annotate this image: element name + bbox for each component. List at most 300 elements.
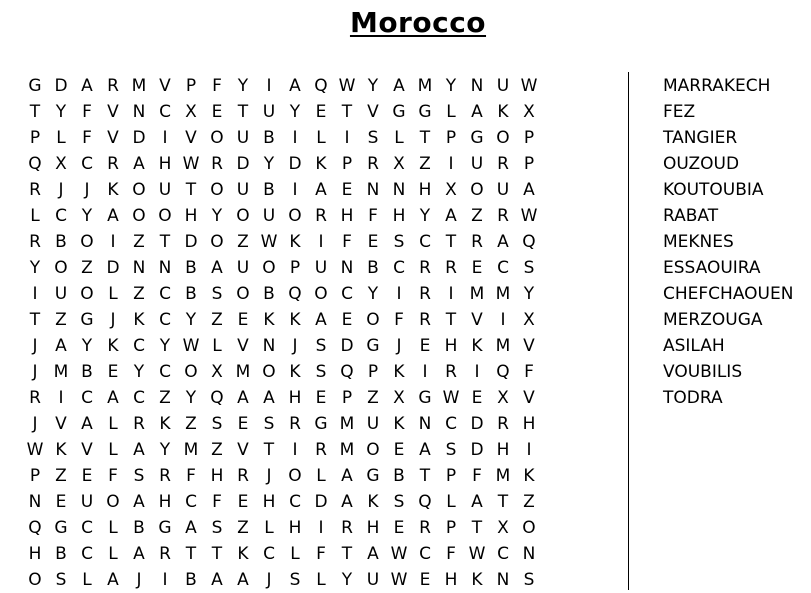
grid-letter: I [448,284,454,304]
grid-letter: K [393,414,405,434]
grid-letter: U [158,180,172,200]
grid-letter: T [159,232,171,252]
grid-letter: Q [314,76,328,96]
grid-letter: C [497,544,509,564]
grid-letter: J [58,180,64,200]
grid-letter: J [136,570,142,590]
grid-letter: R [419,258,431,278]
grid-letter: R [419,518,431,538]
grid-letter: Y [237,76,249,96]
grid-row [22,541,610,567]
grid-letter: I [110,232,116,252]
grid-letter: B [185,570,197,590]
grid-letter: D [54,76,68,96]
grid-letter: L [108,544,118,564]
grid-letter: E [341,310,353,330]
grid-letter: Y [341,570,353,590]
grid-row [22,385,610,411]
grid-letter: T [445,232,457,252]
grid-letter: B [185,258,197,278]
grid-letter: R [289,414,301,434]
grid-letter: M [495,336,511,356]
grid-letter: A [107,206,119,226]
grid-letter: B [263,284,275,304]
grid-letter: D [470,414,484,434]
grid-letter: U [496,76,510,96]
grid-letter: O [496,128,510,148]
grid-letter: F [82,128,92,148]
grid-letter: Y [159,440,171,460]
grid-letter: Z [81,258,93,278]
grid-letter: J [266,570,272,590]
grid-letter: C [159,102,171,122]
grid-letter: O [132,206,146,226]
grid-letter: T [29,310,41,330]
grid-letter: L [56,128,66,148]
grid-letter: E [211,102,223,122]
grid-letter: R [341,518,353,538]
grid-letter: X [211,362,223,382]
grid-letter: G [470,128,484,148]
grid-letter: O [236,284,250,304]
grid-letter: Y [289,102,301,122]
grid-letter: O [262,258,276,278]
grid-letter: P [523,128,535,148]
grid-letter: A [263,388,275,408]
grid-letter: Q [340,362,354,382]
grid-letter: T [445,310,457,330]
grid-letter: S [55,570,67,590]
grid-letter: Q [28,518,42,538]
grid-letter: A [523,180,535,200]
grid-letter: R [211,154,223,174]
grid-letter: S [263,414,275,434]
grid-letter: A [81,76,93,96]
grid-letter: W [338,76,356,96]
grid-row [22,359,610,385]
grid-letter: V [81,440,93,460]
grid-letter: F [82,102,92,122]
grid-letter: U [262,206,276,226]
grid-letter: A [81,414,93,434]
grid-letter: V [159,76,171,96]
grid-letter: R [133,414,145,434]
grid-letter: J [110,310,116,330]
word-list-item: MERZOUGA [663,310,763,330]
grid-letter: H [444,570,458,590]
grid-row [22,307,610,333]
grid-letter: M [131,76,147,96]
grid-letter: R [107,76,119,96]
grid-letter: Q [522,232,536,252]
grid-letter: A [107,570,119,590]
divider-line [628,72,629,590]
grid-letter: Y [81,206,93,226]
grid-letter: U [366,414,380,434]
grid-letter: M [417,76,433,96]
letter-grid [22,73,610,593]
grid-letter: S [393,232,405,252]
grid-letter: G [80,310,94,330]
grid-letter: I [32,284,38,304]
grid-letter: M [469,284,485,304]
grid-letter: V [55,414,67,434]
grid-letter: W [468,544,486,564]
grid-letter: W [182,336,200,356]
grid-letter: Z [523,492,535,512]
grid-letter: B [133,518,145,538]
grid-letter: A [471,102,483,122]
grid-row [22,489,610,515]
grid-letter: F [186,466,196,486]
grid-letter: Y [367,284,379,304]
grid-letter: U [470,154,484,174]
grid-letter: B [263,180,275,200]
grid-letter: A [497,232,509,252]
grid-letter: E [367,232,379,252]
grid-letter: M [339,414,355,434]
word-list-item: TODRA [663,388,723,408]
grid-letter: I [500,310,506,330]
grid-letter: A [237,388,249,408]
grid-letter: K [107,180,119,200]
grid-letter: K [393,362,405,382]
grid-letter: Z [419,154,431,174]
grid-letter: P [341,154,353,174]
grid-letter: Q [496,362,510,382]
grid-letter: H [418,180,432,200]
grid-letter: A [211,258,223,278]
grid-letter: W [182,154,200,174]
grid-letter: T [419,128,431,148]
grid-letter: C [289,492,301,512]
grid-letter: O [210,128,224,148]
grid-letter: L [290,544,300,564]
grid-letter: O [522,518,536,538]
grid-letter: L [446,102,456,122]
grid-letter: Y [419,206,431,226]
grid-letter: B [263,128,275,148]
grid-letter: D [314,492,328,512]
grid-letter: L [394,128,404,148]
grid-row [22,437,610,463]
grid-letter: E [471,258,483,278]
grid-letter: O [28,570,42,590]
grid-letter: Z [211,310,223,330]
grid-letter: Y [263,154,275,174]
grid-letter: O [288,466,302,486]
grid-letter: I [474,362,480,382]
word-list-item: FEZ [663,102,696,122]
grid-letter: R [29,180,41,200]
grid-letter: J [396,336,402,356]
grid-letter: A [367,544,379,564]
grid-letter: E [419,336,431,356]
grid-letter: L [264,518,274,538]
grid-letter: C [159,310,171,330]
grid-letter: R [419,284,431,304]
grid-letter: H [210,466,224,486]
grid-letter: T [185,544,197,564]
grid-letter: U [314,258,328,278]
grid-letter: J [266,466,272,486]
grid-letter: N [132,102,146,122]
grid-letter: H [158,492,172,512]
grid-letter: L [108,284,118,304]
grid-letter: C [55,206,67,226]
grid-row [22,177,610,203]
grid-letter: H [288,388,302,408]
grid-letter: I [292,180,298,200]
grid-letter: K [497,102,509,122]
grid-letter: V [107,128,119,148]
grid-letter: E [393,440,405,460]
grid-letter: S [445,440,457,460]
grid-letter: V [523,336,535,356]
grid-letter: U [236,128,250,148]
grid-letter: R [237,466,249,486]
grid-letter: J [32,362,38,382]
grid-letter: R [471,232,483,252]
grid-row [22,229,610,255]
grid-letter: W [390,570,408,590]
grid-letter: C [263,544,275,564]
grid-letter: A [341,466,353,486]
grid-letter: B [367,258,379,278]
grid-letter: O [80,232,94,252]
grid-letter: T [211,544,223,564]
grid-letter: G [418,102,432,122]
grid-letter: P [29,466,41,486]
grid-letter: Z [211,440,223,460]
grid-letter: L [30,206,40,226]
grid-letter: I [292,128,298,148]
grid-letter: O [54,258,68,278]
grid-row [22,333,610,359]
grid-letter: P [445,128,457,148]
word-list-item: MEKNES [663,232,734,252]
grid-letter: A [133,154,145,174]
grid-letter: E [471,388,483,408]
grid-letter: T [471,518,483,538]
grid-letter: C [133,336,145,356]
grid-row [22,99,610,125]
grid-row [22,73,610,99]
grid-letter: E [81,466,93,486]
grid-letter: R [29,388,41,408]
grid-letter: D [184,232,198,252]
grid-letter: I [396,284,402,304]
grid-letter: L [316,466,326,486]
grid-letter: E [315,102,327,122]
grid-letter: M [235,362,251,382]
grid-letter: H [522,414,536,434]
grid-letter: N [522,544,536,564]
grid-letter: F [212,76,222,96]
grid-letter: A [211,570,223,590]
grid-letter: T [497,492,509,512]
grid-letter: O [470,180,484,200]
grid-letter: A [133,544,145,564]
grid-letter: J [292,336,298,356]
grid-letter: Z [133,232,145,252]
grid-letter: I [266,76,272,96]
grid-letter: S [211,414,223,434]
grid-letter: Y [523,284,535,304]
grid-letter: F [394,310,404,330]
grid-letter: L [82,570,92,590]
grid-letter: G [366,336,380,356]
grid-letter: S [211,284,223,304]
grid-letter: T [29,102,41,122]
grid-letter: I [292,440,298,460]
grid-letter: H [392,206,406,226]
grid-letter: D [340,336,354,356]
grid-letter: C [497,258,509,278]
grid-letter: V [237,440,249,460]
grid-letter: G [392,102,406,122]
grid-letter: A [471,492,483,512]
grid-letter: D [132,128,146,148]
grid-row [22,125,610,151]
grid-letter: C [419,232,431,252]
word-list [663,73,809,411]
word-list-item: ESSAOUIRA [663,258,761,278]
grid-letter: F [342,232,352,252]
grid-letter: I [162,128,168,148]
grid-letter: P [367,362,379,382]
grid-letter: W [260,232,278,252]
word-list-item: KOUTOUBIA [663,180,764,200]
grid-letter: L [108,518,118,538]
grid-letter: K [289,310,301,330]
grid-letter: C [133,388,145,408]
grid-letter: Z [471,206,483,226]
grid-letter: H [158,154,172,174]
grid-letter: H [288,518,302,538]
grid-letter: A [419,440,431,460]
grid-letter: O [366,440,380,460]
grid-letter: I [448,154,454,174]
grid-letter: O [314,284,328,304]
grid-letter: U [236,258,250,278]
grid-letter: N [28,492,42,512]
word-list-item: VOUBILIS [663,362,743,382]
grid-letter: S [393,492,405,512]
grid-letter: J [84,180,90,200]
grid-letter: V [523,388,535,408]
grid-letter: G [158,518,172,538]
grid-row [22,203,610,229]
grid-row [22,515,610,541]
grid-letter: W [520,76,538,96]
grid-letter: U [262,102,276,122]
grid-letter: P [445,518,457,538]
grid-letter: N [262,336,276,356]
grid-letter: O [158,206,172,226]
grid-letter: D [288,154,302,174]
grid-letter: L [446,492,456,512]
grid-letter: N [340,258,354,278]
grid-letter: S [211,518,223,538]
puzzle-title: Morocco [349,6,487,39]
grid-letter: D [470,440,484,460]
grid-letter: T [341,102,353,122]
grid-letter: N [470,76,484,96]
grid-letter: I [318,232,324,252]
grid-letter: H [444,336,458,356]
grid-letter: R [159,544,171,564]
grid-row [22,463,610,489]
grid-letter: I [422,362,428,382]
grid-letter: G [418,388,432,408]
grid-letter: L [108,414,118,434]
grid-letter: K [367,492,379,512]
grid-letter: E [341,180,353,200]
grid-letter: R [419,310,431,330]
grid-letter: N [496,570,510,590]
grid-letter: Z [237,518,249,538]
grid-letter: O [210,232,224,252]
grid-letter: R [159,466,171,486]
grid-letter: C [159,284,171,304]
grid-letter: F [212,492,222,512]
grid-letter: Y [55,102,67,122]
grid-letter: X [497,388,509,408]
grid-letter: E [55,492,67,512]
grid-letter: H [184,206,198,226]
grid-letter: G [366,466,380,486]
grid-letter: E [107,362,119,382]
grid-letter: I [526,440,532,460]
grid-letter: O [106,492,120,512]
grid-letter: D [106,258,120,278]
grid-letter: W [390,544,408,564]
grid-letter: A [315,180,327,200]
grid-letter: L [316,570,326,590]
grid-letter: H [366,518,380,538]
grid-letter: F [472,466,482,486]
grid-letter: Z [55,310,67,330]
grid-letter: S [523,570,535,590]
grid-letter: S [315,362,327,382]
grid-letter: K [471,336,483,356]
grid-letter: K [289,232,301,252]
grid-letter: Y [29,258,41,278]
word-list-item: ASILAH [663,336,725,356]
grid-letter: U [80,492,94,512]
grid-letter: R [497,154,509,174]
grid-letter: E [237,492,249,512]
grid-letter: R [367,154,379,174]
grid-letter: S [289,570,301,590]
grid-letter: X [393,388,405,408]
grid-letter: R [497,414,509,434]
grid-letter: Q [418,492,432,512]
grid-letter: G [54,518,68,538]
grid-letter: R [445,362,457,382]
grid-letter: O [184,362,198,382]
grid-letter: U [366,570,380,590]
grid-letter: I [162,570,168,590]
grid-letter: P [523,154,535,174]
grid-letter: X [497,518,509,538]
grid-letter: D [236,154,250,174]
grid-letter: H [340,206,354,226]
grid-letter: M [53,362,69,382]
grid-letter: P [185,76,197,96]
grid-letter: Y [445,76,457,96]
